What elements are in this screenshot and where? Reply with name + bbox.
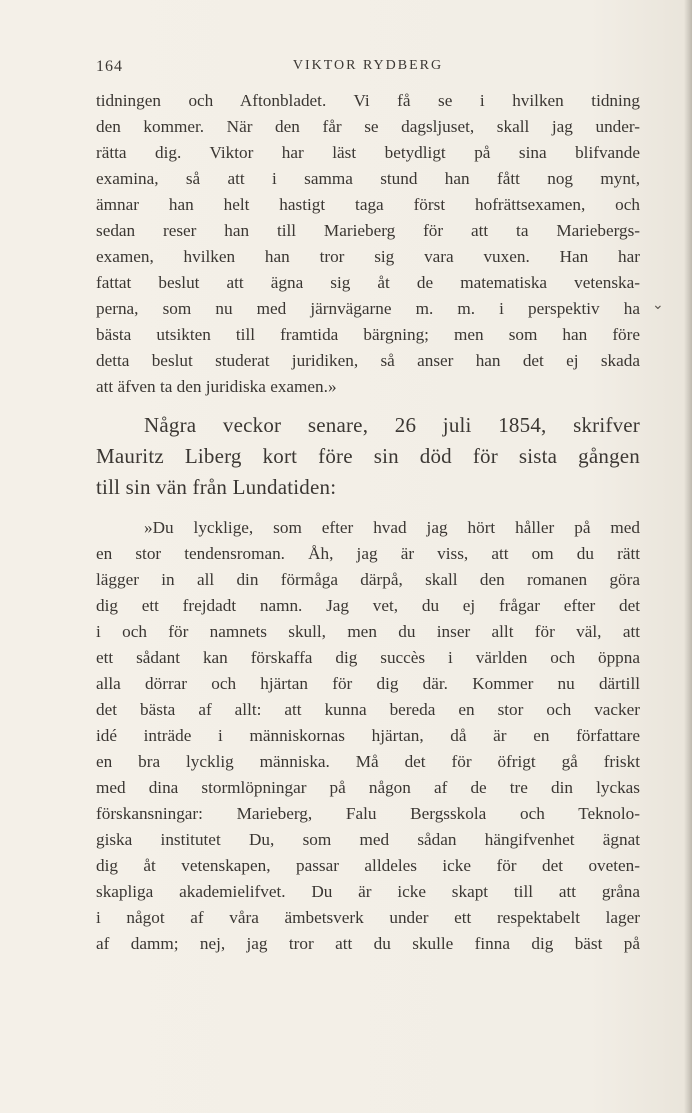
text-line: bästa utsikten till framtida bärgning; men som han före [96,325,640,344]
paragraph-narration [96,410,640,503]
text-line: ämnar han helt hastigt taga först hofrättsexamen, och [96,195,640,214]
text-line: lägger in all din förmåga därpå, skall den romanen göra [96,570,640,589]
text-line: dig åt vetenskapen, passar alldeles icke för det oveten- [96,856,640,875]
text-line: i och för namnets skull, men du inser allt för väl, att [96,622,640,641]
text-line: en bra lycklig människa. Må det för öfrigt gå friskt [96,752,640,771]
running-head: VIKTOR RYDBERG [292,58,444,73]
paragraph-letter-end [96,88,640,400]
text-line: att äfven ta den juridiska examen.» [96,377,337,396]
text-line: till sin vän från Lundatiden: [96,475,337,499]
text-line: i något af våra ämbetsverk under ett respektabelt lager [96,908,640,927]
text-line: fattat beslut att ägna sig åt de matematiska vetenska- [96,273,640,292]
text-line: dig ett frejdadt namn. Jag vet, du ej frågar efter det [96,596,640,615]
text-line: tidningen och Aftonbladet. Vi få se i hvilken tidning [96,91,640,110]
text-line: giska institutet Du, som med sådan hängifvenhet ägnat [96,830,640,849]
text-line: skapliga akademielifvet. Du är icke skapt till att gråna [96,882,640,901]
text-line: Några veckor senare, 26 juli 1854, skrifver [144,413,640,437]
text-line: idé inträde i människornas hjärtan, då är en författare [96,726,640,745]
page-edge-shadow [684,0,692,1113]
text-line: sedan reser han till Marieberg för att ta Mariebergs- [96,221,640,240]
page-header [96,58,640,82]
text-line: med dina stormlöpningar på någon af de tre din lyckas [96,778,640,797]
text-line: »Du lycklige, som efter hvad jag hört håller på med [144,518,640,537]
margin-pencil-mark: ⌄ [652,298,664,313]
text-line: af damm; nej, jag tror att du skulle finna dig bäst på [96,934,640,953]
body-text [96,88,640,957]
text-line: perna, som nu med järnvägarne m. m. i perspektiv ha [96,299,640,318]
text-line: detta beslut studerat juridiken, så anser han det ej skada [96,351,640,370]
text-line: en stor tendensroman. Åh, jag är viss, att om du rätt [96,544,640,563]
page-number: 164 [96,58,123,75]
text-line: ett sådant kan förskaffa dig succès i världen och öppna [96,648,640,667]
paragraph-letter-quote [96,515,640,957]
text-line: examina, så att i samma stund han fått nog mynt, [96,169,640,188]
text-line: det bästa af allt: att kunna bereda en stor och vacker [96,700,640,719]
text-line: rätta dig. Viktor har läst betydligt på sina blifvande [96,143,640,162]
text-line: Mauritz Liberg kort före sin död för sista gången [96,444,640,468]
text-line: den kommer. När den får se dagsljuset, skall jag under- [96,117,640,136]
text-line: alla dörrar och hjärtan för dig där. Kommer nu därtill [96,674,640,693]
text-line: examen, hvilken han tror sig vara vuxen. Han har [96,247,640,266]
text-line: förskansningar: Marieberg, Falu Bergsskola och Teknolo- [96,804,640,823]
